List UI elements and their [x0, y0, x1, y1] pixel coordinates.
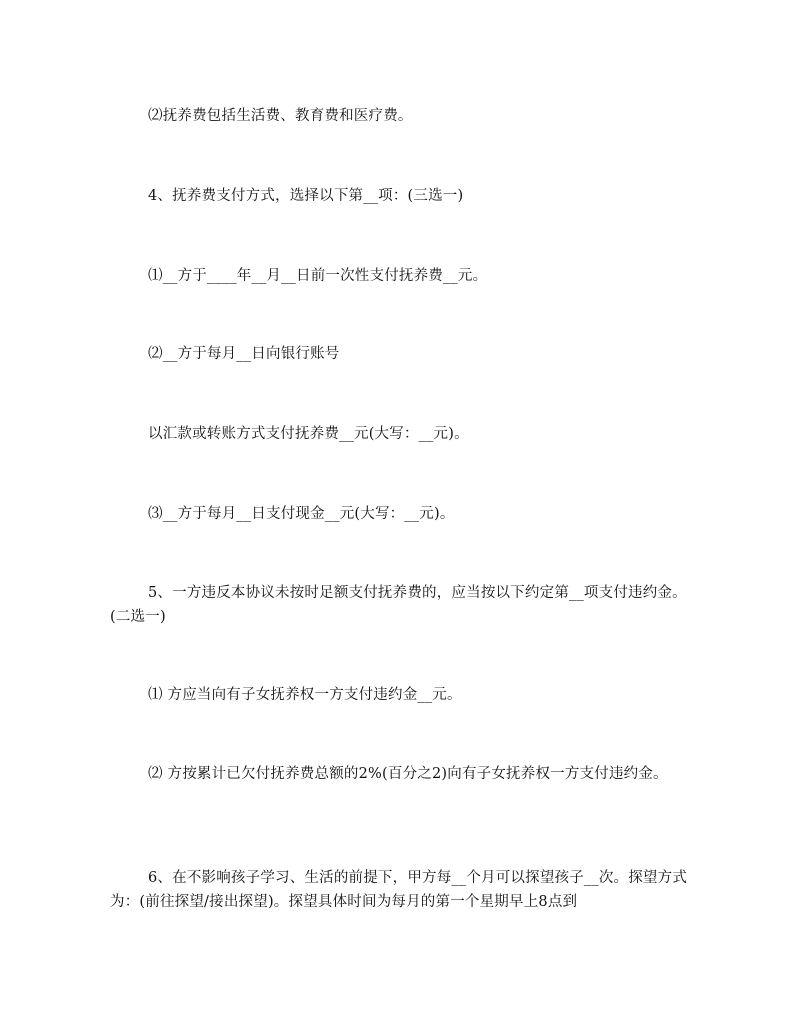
paragraph-penalty-choice: 5、一方违反本协议未按时足额支付抚养费的，应当按以下约定第__项支付违约金。(二选一) — [110, 585, 687, 625]
paragraph-option-lump-sum: ⑴__方于____年__月__日前一次性支付抚养费__元。 — [148, 268, 488, 284]
paragraph-penalty-percentage: ⑵ 方按累计已欠付抚养费总额的2%(百分之2)向有子女抚养权一方支付违约金。 — [148, 766, 668, 782]
paragraph-payment-method: 4、抚养费支付方式，选择以下第__项：(三选一) — [148, 188, 464, 204]
paragraph-option-bank-account: ⑵__方于每月__日向银行账号 — [148, 346, 340, 362]
paragraph-penalty-fixed: ⑴ 方应当向有子女抚养权一方支付违约金__元。 — [148, 687, 462, 703]
paragraph-visitation: 6、在不影响孩子学习、生活的前提下，甲方每__个月可以探望孩子__次。探望方式为：(前往探望/接出探望)。探望具体时间为每月的第一个星期早上8点到 — [110, 870, 688, 910]
paragraph-transfer-payment: 以汇款或转账方式支付抚养费__元(大写：__元)。 — [148, 426, 469, 442]
paragraph-education-medical: ⑵抚养费包括生活费、教育费和医疗费。 — [148, 108, 413, 124]
paragraph-option-cash: ⑶__方于每月__日支付现金__元(大写：__元)。 — [148, 506, 455, 522]
